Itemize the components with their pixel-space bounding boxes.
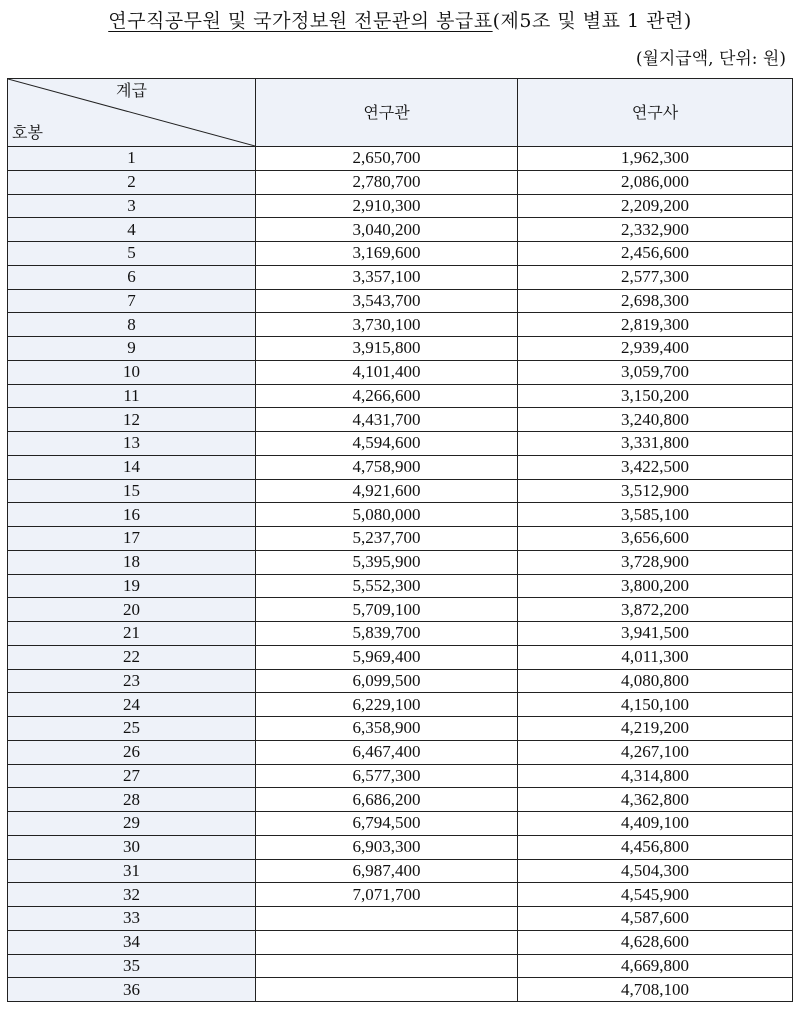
step-cell: 20	[8, 598, 256, 622]
step-cell: 15	[8, 479, 256, 503]
researcher-salary-cell: 2,819,300	[518, 313, 793, 337]
table-row	[8, 859, 793, 883]
researcher-salary-cell: 4,545,900	[518, 883, 793, 907]
researcher-salary-cell: 3,872,200	[518, 598, 793, 622]
step-cell: 28	[8, 788, 256, 812]
senior-salary-cell: 6,229,100	[256, 693, 518, 717]
researcher-salary-cell: 4,362,800	[518, 788, 793, 812]
senior-salary-cell	[256, 907, 518, 931]
table-row	[8, 883, 793, 907]
researcher-salary-cell: 2,939,400	[518, 337, 793, 361]
step-cell: 33	[8, 907, 256, 931]
senior-salary-cell: 3,040,200	[256, 218, 518, 242]
senior-salary-cell: 6,577,300	[256, 764, 518, 788]
senior-salary-cell: 6,099,500	[256, 669, 518, 693]
table-row	[8, 669, 793, 693]
researcher-salary-cell: 2,456,600	[518, 242, 793, 266]
step-cell: 14	[8, 455, 256, 479]
table-row	[8, 455, 793, 479]
researcher-salary-cell: 4,011,300	[518, 645, 793, 669]
senior-salary-cell: 4,101,400	[256, 360, 518, 384]
senior-salary-cell: 2,910,300	[256, 194, 518, 218]
step-cell: 16	[8, 503, 256, 527]
researcher-salary-cell: 3,150,200	[518, 384, 793, 408]
table-row	[8, 242, 793, 266]
step-cell: 23	[8, 669, 256, 693]
table-row	[8, 788, 793, 812]
researcher-salary-cell: 2,332,900	[518, 218, 793, 242]
table-row	[8, 147, 793, 171]
researcher-salary-cell: 4,080,800	[518, 669, 793, 693]
researcher-salary-cell: 2,086,000	[518, 170, 793, 194]
step-cell: 21	[8, 622, 256, 646]
senior-salary-cell: 3,730,100	[256, 313, 518, 337]
researcher-salary-cell: 3,059,700	[518, 360, 793, 384]
table-row	[8, 550, 793, 574]
senior-salary-cell: 4,266,600	[256, 384, 518, 408]
researcher-salary-cell: 4,409,100	[518, 812, 793, 836]
table-row	[8, 289, 793, 313]
senior-salary-cell: 3,915,800	[256, 337, 518, 361]
table-header-row	[8, 79, 793, 147]
researcher-salary-cell: 3,800,200	[518, 574, 793, 598]
table-row	[8, 503, 793, 527]
step-cell: 31	[8, 859, 256, 883]
step-cell: 17	[8, 527, 256, 551]
table-row	[8, 645, 793, 669]
table-row	[8, 717, 793, 741]
researcher-salary-cell: 2,698,300	[518, 289, 793, 313]
table-row	[8, 835, 793, 859]
senior-salary-cell: 5,552,300	[256, 574, 518, 598]
table-row	[8, 812, 793, 836]
researcher-salary-cell: 4,587,600	[518, 907, 793, 931]
step-cell: 24	[8, 693, 256, 717]
table-row	[8, 693, 793, 717]
senior-salary-cell: 5,395,900	[256, 550, 518, 574]
table-row	[8, 930, 793, 954]
table-row	[8, 408, 793, 432]
document-title	[0, 6, 800, 33]
step-cell: 32	[8, 883, 256, 907]
table-row	[8, 574, 793, 598]
senior-salary-cell: 4,594,600	[256, 432, 518, 456]
senior-salary-cell: 5,969,400	[256, 645, 518, 669]
step-cell: 3	[8, 194, 256, 218]
step-cell: 18	[8, 550, 256, 574]
senior-salary-cell: 3,543,700	[256, 289, 518, 313]
table-row	[8, 740, 793, 764]
header-grade-label: 계급	[116, 81, 147, 100]
researcher-salary-cell: 4,456,800	[518, 835, 793, 859]
senior-salary-cell: 6,467,400	[256, 740, 518, 764]
step-cell: 13	[8, 432, 256, 456]
researcher-salary-cell: 3,331,800	[518, 432, 793, 456]
step-cell: 7	[8, 289, 256, 313]
document-title-main: 연구직공무원 및 국가정보원 전문관의 봉급표	[108, 10, 493, 32]
table-row	[8, 978, 793, 1002]
step-cell: 36	[8, 978, 256, 1002]
table-row	[8, 337, 793, 361]
senior-salary-cell: 5,839,700	[256, 622, 518, 646]
step-cell: 10	[8, 360, 256, 384]
step-cell: 2	[8, 170, 256, 194]
step-cell: 29	[8, 812, 256, 836]
table-row	[8, 598, 793, 622]
senior-salary-cell	[256, 930, 518, 954]
senior-salary-cell	[256, 954, 518, 978]
step-cell: 25	[8, 717, 256, 741]
step-cell: 30	[8, 835, 256, 859]
table-row	[8, 432, 793, 456]
senior-salary-cell: 4,431,700	[256, 408, 518, 432]
table-row	[8, 622, 793, 646]
table-row	[8, 954, 793, 978]
researcher-salary-cell: 3,941,500	[518, 622, 793, 646]
senior-salary-cell	[256, 978, 518, 1002]
researcher-salary-cell: 3,512,900	[518, 479, 793, 503]
researcher-salary-cell: 4,504,300	[518, 859, 793, 883]
senior-salary-cell: 3,169,600	[256, 242, 518, 266]
senior-salary-cell: 4,758,900	[256, 455, 518, 479]
table-row	[8, 194, 793, 218]
researcher-salary-cell: 3,585,100	[518, 503, 793, 527]
table-row	[8, 170, 793, 194]
step-cell: 9	[8, 337, 256, 361]
table-row	[8, 479, 793, 503]
researcher-salary-cell: 4,150,100	[518, 693, 793, 717]
step-cell: 5	[8, 242, 256, 266]
step-cell: 26	[8, 740, 256, 764]
senior-salary-cell: 5,080,000	[256, 503, 518, 527]
senior-salary-cell: 6,358,900	[256, 717, 518, 741]
senior-salary-cell: 5,709,100	[256, 598, 518, 622]
step-cell: 35	[8, 954, 256, 978]
researcher-salary-cell: 4,708,100	[518, 978, 793, 1002]
table-row	[8, 218, 793, 242]
researcher-salary-cell: 3,656,600	[518, 527, 793, 551]
salary-table	[7, 78, 793, 1002]
step-cell: 1	[8, 147, 256, 171]
header-researcher: 연구사	[518, 79, 793, 147]
table-row	[8, 907, 793, 931]
senior-salary-cell: 6,794,500	[256, 812, 518, 836]
table-row	[8, 764, 793, 788]
researcher-salary-cell: 1,962,300	[518, 147, 793, 171]
step-cell: 34	[8, 930, 256, 954]
researcher-salary-cell: 4,314,800	[518, 764, 793, 788]
researcher-salary-cell: 2,577,300	[518, 265, 793, 289]
unit-note: (월지급액, 단위: 원)	[635, 49, 786, 69]
researcher-salary-cell: 4,669,800	[518, 954, 793, 978]
table-row	[8, 265, 793, 289]
table-row	[8, 313, 793, 337]
step-cell: 6	[8, 265, 256, 289]
senior-salary-cell: 2,780,700	[256, 170, 518, 194]
senior-salary-cell: 6,987,400	[256, 859, 518, 883]
document-title-reference: (제5조 및 별표 1 관련)	[492, 10, 692, 32]
senior-salary-cell: 5,237,700	[256, 527, 518, 551]
corner-header-cell	[8, 79, 256, 147]
header-step-label: 호봉	[12, 123, 43, 142]
step-cell: 19	[8, 574, 256, 598]
researcher-salary-cell: 4,267,100	[518, 740, 793, 764]
researcher-salary-cell: 4,628,600	[518, 930, 793, 954]
senior-salary-cell: 3,357,100	[256, 265, 518, 289]
table-row	[8, 527, 793, 551]
senior-salary-cell: 7,071,700	[256, 883, 518, 907]
table-body	[8, 147, 793, 1002]
senior-salary-cell: 6,686,200	[256, 788, 518, 812]
researcher-salary-cell: 2,209,200	[518, 194, 793, 218]
table-row	[8, 384, 793, 408]
researcher-salary-cell: 3,422,500	[518, 455, 793, 479]
senior-salary-cell: 6,903,300	[256, 835, 518, 859]
step-cell: 12	[8, 408, 256, 432]
researcher-salary-cell: 4,219,200	[518, 717, 793, 741]
senior-salary-cell: 2,650,700	[256, 147, 518, 171]
step-cell: 8	[8, 313, 256, 337]
researcher-salary-cell: 3,240,800	[518, 408, 793, 432]
step-cell: 27	[8, 764, 256, 788]
researcher-salary-cell: 3,728,900	[518, 550, 793, 574]
table-row	[8, 360, 793, 384]
step-cell: 22	[8, 645, 256, 669]
step-cell: 11	[8, 384, 256, 408]
header-senior-researcher: 연구관	[256, 79, 518, 147]
step-cell: 4	[8, 218, 256, 242]
senior-salary-cell: 4,921,600	[256, 479, 518, 503]
